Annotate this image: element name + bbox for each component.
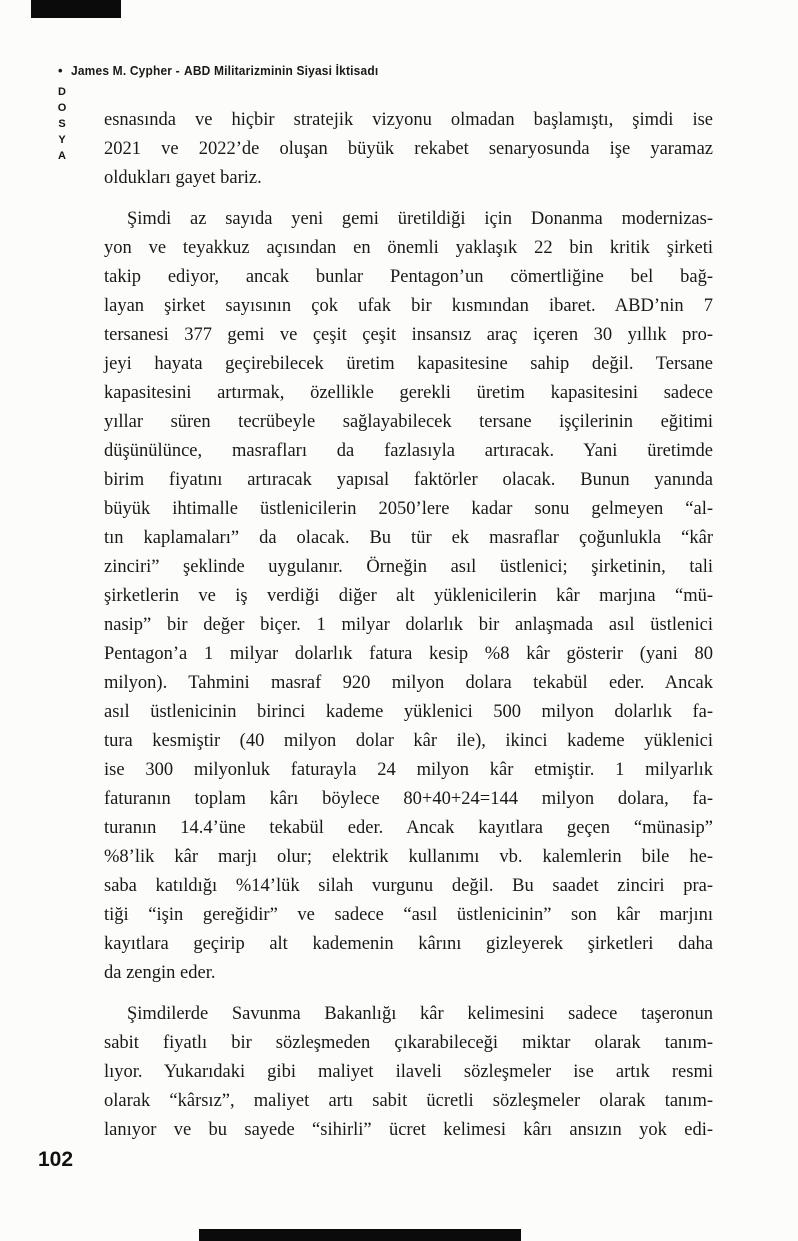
paragraph — [104, 106, 713, 193]
bullet-icon: • — [58, 63, 63, 78]
bottom-black-bar — [199, 1229, 521, 1241]
text-line: ise 300 milyonluk faturayla 24 milyon kâr etmiştir. 1 milyarlık — [104, 760, 713, 780]
text-line: Şimdilerde Savunma Bakanlığı kâr kelimesini sadece taşeronun — [127, 1004, 713, 1024]
running-head — [58, 63, 395, 78]
text-line: da zengin eder. — [104, 963, 216, 983]
text-line: faturanın toplam kârı böylece 80+40+24=144 milyon dolara, fa- — [104, 789, 713, 809]
text-line: yon ve teyakkuz açısından en önemli yaklaşık 22 bin kritik şirketi — [104, 238, 713, 258]
text-line: saba katıldığı %14’lük silah vurgunu değil. Bu saadet zinciri pra- — [104, 876, 713, 896]
text-line: kayıtlara geçirip alt kademenin kârını gizleyerek şirketleri daha — [104, 934, 713, 954]
text-line: Şimdi az sayıda yeni gemi üretildiği için Donanma modernizas- — [127, 209, 713, 229]
text-line: asıl üstlenicinin birinci kademe yüklenici 500 milyon dolarlık fa- — [104, 702, 713, 722]
text-line: tiği “işin gereğidir” ve sadece “asıl üstlenicinin” son kâr marjını — [104, 905, 713, 925]
text-line: birim fiyatını artıracak yapısal faktörler olacak. Bunun yanında — [104, 470, 713, 490]
text-line: şirketlerin ve iş verdiği diğer alt yüklenicilerin kâr marjına “mü- — [104, 586, 713, 606]
text-line: milyon). Tahmini masraf 920 milyon dolara tekabül eder. Ancak — [104, 673, 713, 693]
top-black-bar — [31, 0, 121, 18]
text-line: %8’lik kâr marjı olur; elektrik kullanımı vb. kalemlerin bile he- — [104, 847, 713, 867]
author-label: James M. Cypher - — [70, 63, 180, 78]
text-line: esnasında ve hiçbir stratejik vizyonu olmadan başlamıştı, şimdi ise — [104, 110, 713, 130]
page-number: 102 — [38, 1148, 74, 1171]
text-line: kapasitesini artırmak, özellikle gerekli üretim kapasitesini sadece — [104, 383, 713, 403]
text-line: düşünülünce, masrafları da fazlasıyla artıracak. Yani üretimde — [104, 441, 713, 461]
text-line: yıllar süren tecrübeyle sağlayabilecek tersane işçilerinin eğitimi — [104, 412, 713, 432]
text-line: olarak “kârsız”, maliyet artı sabit ücretli sözleşmeler olarak tanım- — [104, 1091, 713, 1111]
text-line: zinciri” şeklinde uygulanır. Örneğin asıl üstlenici; şirketinin, tali — [104, 557, 713, 577]
book-title: ABD Militarizminin Siyasi İktisadı — [184, 63, 379, 78]
text-line: layan şirket sayısının çok ufak bir kısmından ibaret. ABD’nin 7 — [104, 296, 713, 316]
text-line: büyük ihtimalle üstlenicilerin 2050’lere kadar sonu gelmeyen “al- — [104, 499, 713, 519]
text-line: takip ediyor, ancak bunlar Pentagon’un cömertliğine bel bağ- — [104, 267, 713, 287]
text-line: lıyor. Yukarıdaki gibi maliyet ilaveli sözleşmeler ise artık resmi — [104, 1062, 713, 1082]
text-line: tersanesi 377 gemi ve çeşit çeşit insansız araç içeren 30 yıllık pro- — [104, 325, 713, 345]
text-line: sabit fiyatlı bir sözleşmeden çıkarabileceği miktar olarak tanım- — [104, 1033, 713, 1053]
text-line: tın kaplamaları” da olacak. Bu tür ek masraflar çoğunlukla “kâr — [104, 528, 713, 548]
text-line: 2021 ve 2022’de oluşan büyük rekabet senaryosunda işe yaramaz — [104, 139, 713, 159]
text-line: tura kesmiştir (40 milyon dolar kâr ile), ikinci kademe yüklenici — [104, 731, 713, 751]
section-label-dosya: DOSYA — [56, 86, 68, 166]
text-line: nasip” bir değer biçer. 1 milyar dolarlık bir anlaşmada asıl üstlenici — [104, 615, 713, 635]
paragraph — [104, 205, 713, 988]
paragraph — [104, 1000, 713, 1145]
text-line: lanıyor ve bu sayede “sihirli” ücret kelimesi kârı ansızın yok edi- — [104, 1120, 713, 1140]
text-line: oldukları gayet bariz. — [104, 168, 262, 188]
text-line: turanın 14.4’üne tekabül eder. Ancak kayıtlara geçen “münasip” — [104, 818, 713, 838]
text-line: jeyi hayata geçirebilecek üretim kapasitesine sahip değil. Tersane — [104, 354, 713, 374]
text-line: Pentagon’a 1 milyar dolarlık fatura kesip %8 kâr gösterir (yani 80 — [104, 644, 713, 664]
body-text — [104, 106, 713, 1145]
